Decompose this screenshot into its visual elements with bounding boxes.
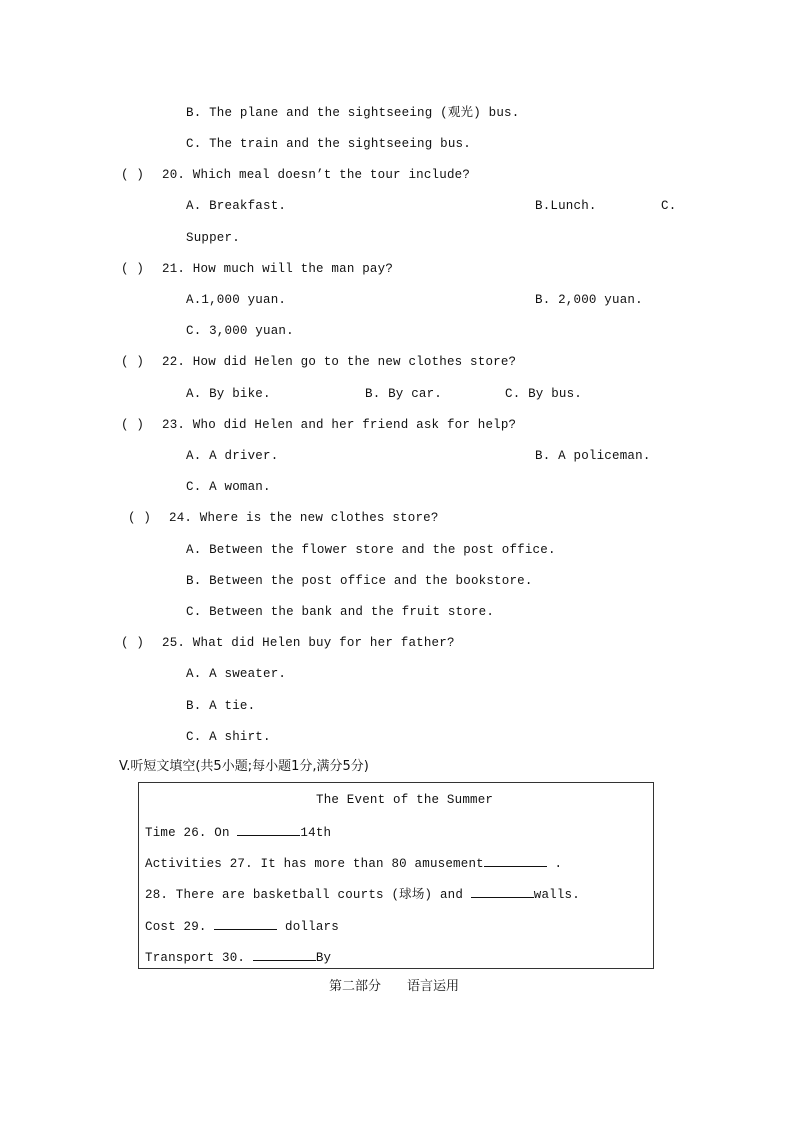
q25-option-a: A. A sweater. (186, 667, 287, 681)
blank-30[interactable] (253, 949, 316, 961)
q20-option-a: A. Breakfast. (186, 199, 287, 213)
row-28-label: 28. There are basketball courts (球场) and (145, 888, 471, 902)
row-29-label: Cost 29. (145, 920, 215, 934)
q25-option-c: C. A shirt. (186, 730, 271, 744)
question-25-stem: 25. What did Helen buy for her father? (162, 636, 455, 650)
answer-paren-21: ( ) (121, 262, 145, 276)
row-29-suffix: dollars (277, 920, 339, 934)
part-2-title: 语言运用 (407, 979, 460, 994)
q22-option-c: C. By bus. (505, 387, 583, 401)
question-23-stem: 23. Who did Helen and her friend ask for help? (162, 418, 517, 432)
q23-option-a: A. A driver. (186, 449, 279, 463)
row-28-suffix: walls. (533, 888, 580, 902)
answer-paren-25: ( ) (121, 636, 145, 650)
q24-option-b: B. Between the post office and the bookstore. (186, 574, 533, 588)
question-21-stem: 21. How much will the man pay? (162, 262, 394, 276)
q21-option-c: C. 3,000 yuan. (186, 324, 294, 338)
q20-option-b: B.Lunch. (535, 199, 597, 213)
part-2-label: 第二部分 (329, 979, 382, 994)
section-5-heading: V.听短文填空(共5小题;每小题1分,满分5分) (119, 759, 369, 774)
blank-28[interactable] (471, 886, 534, 898)
q21-option-b: B. 2,000 yuan. (535, 293, 643, 307)
q21-option-a: A.1,000 yuan. (186, 293, 287, 307)
table-row-28 (145, 886, 580, 902)
blank-26[interactable] (237, 824, 300, 836)
table-row-27 (145, 855, 562, 871)
q22-option-b: B. By car. (365, 387, 443, 401)
q23-option-b: B. A policeman. (535, 449, 651, 463)
table-row-29 (145, 918, 339, 934)
answer-paren-23: ( ) (121, 418, 145, 432)
answer-paren-20: ( ) (121, 168, 145, 182)
answer-paren-24: ( ) (128, 511, 152, 525)
fill-in-table (138, 782, 654, 969)
table-row-26 (145, 824, 331, 840)
question-22-stem: 22. How did Helen go to the new clothes store? (162, 355, 517, 369)
table-title: The Event of the Summer (316, 793, 494, 807)
row-30-label: Transport 30. (145, 951, 253, 965)
row-30-suffix: By (315, 951, 332, 965)
q20-option-c-text: Supper. (186, 231, 240, 245)
blank-27[interactable] (484, 855, 547, 867)
q23-option-c: C. A woman. (186, 480, 271, 494)
row-27-label: Activities 27. It has more than 80 amusement (145, 857, 484, 871)
q24-option-c: C. Between the bank and the fruit store. (186, 605, 495, 619)
q25-option-b: B. A tie. (186, 699, 256, 713)
question-24-stem: 24. Where is the new clothes store? (169, 511, 439, 525)
q19-option-b: B. The plane and the sightseeing (观光) bus. (186, 106, 520, 120)
row-26-label: Time 26. On (145, 826, 238, 840)
q24-option-a: A. Between the flower store and the post office. (186, 543, 556, 557)
blank-29[interactable] (214, 918, 277, 930)
q19-option-c: C. The train and the sightseeing bus. (186, 137, 471, 151)
question-20-stem: 20. Which meal doesn’t the tour include? (162, 168, 471, 182)
q20-option-c-letter: C. (661, 199, 677, 213)
row-27-suffix: . (546, 857, 563, 871)
answer-paren-22: ( ) (121, 355, 145, 369)
q22-option-a: A. By bike. (186, 387, 271, 401)
table-row-30 (145, 949, 331, 965)
row-26-suffix: 14th (300, 826, 332, 840)
